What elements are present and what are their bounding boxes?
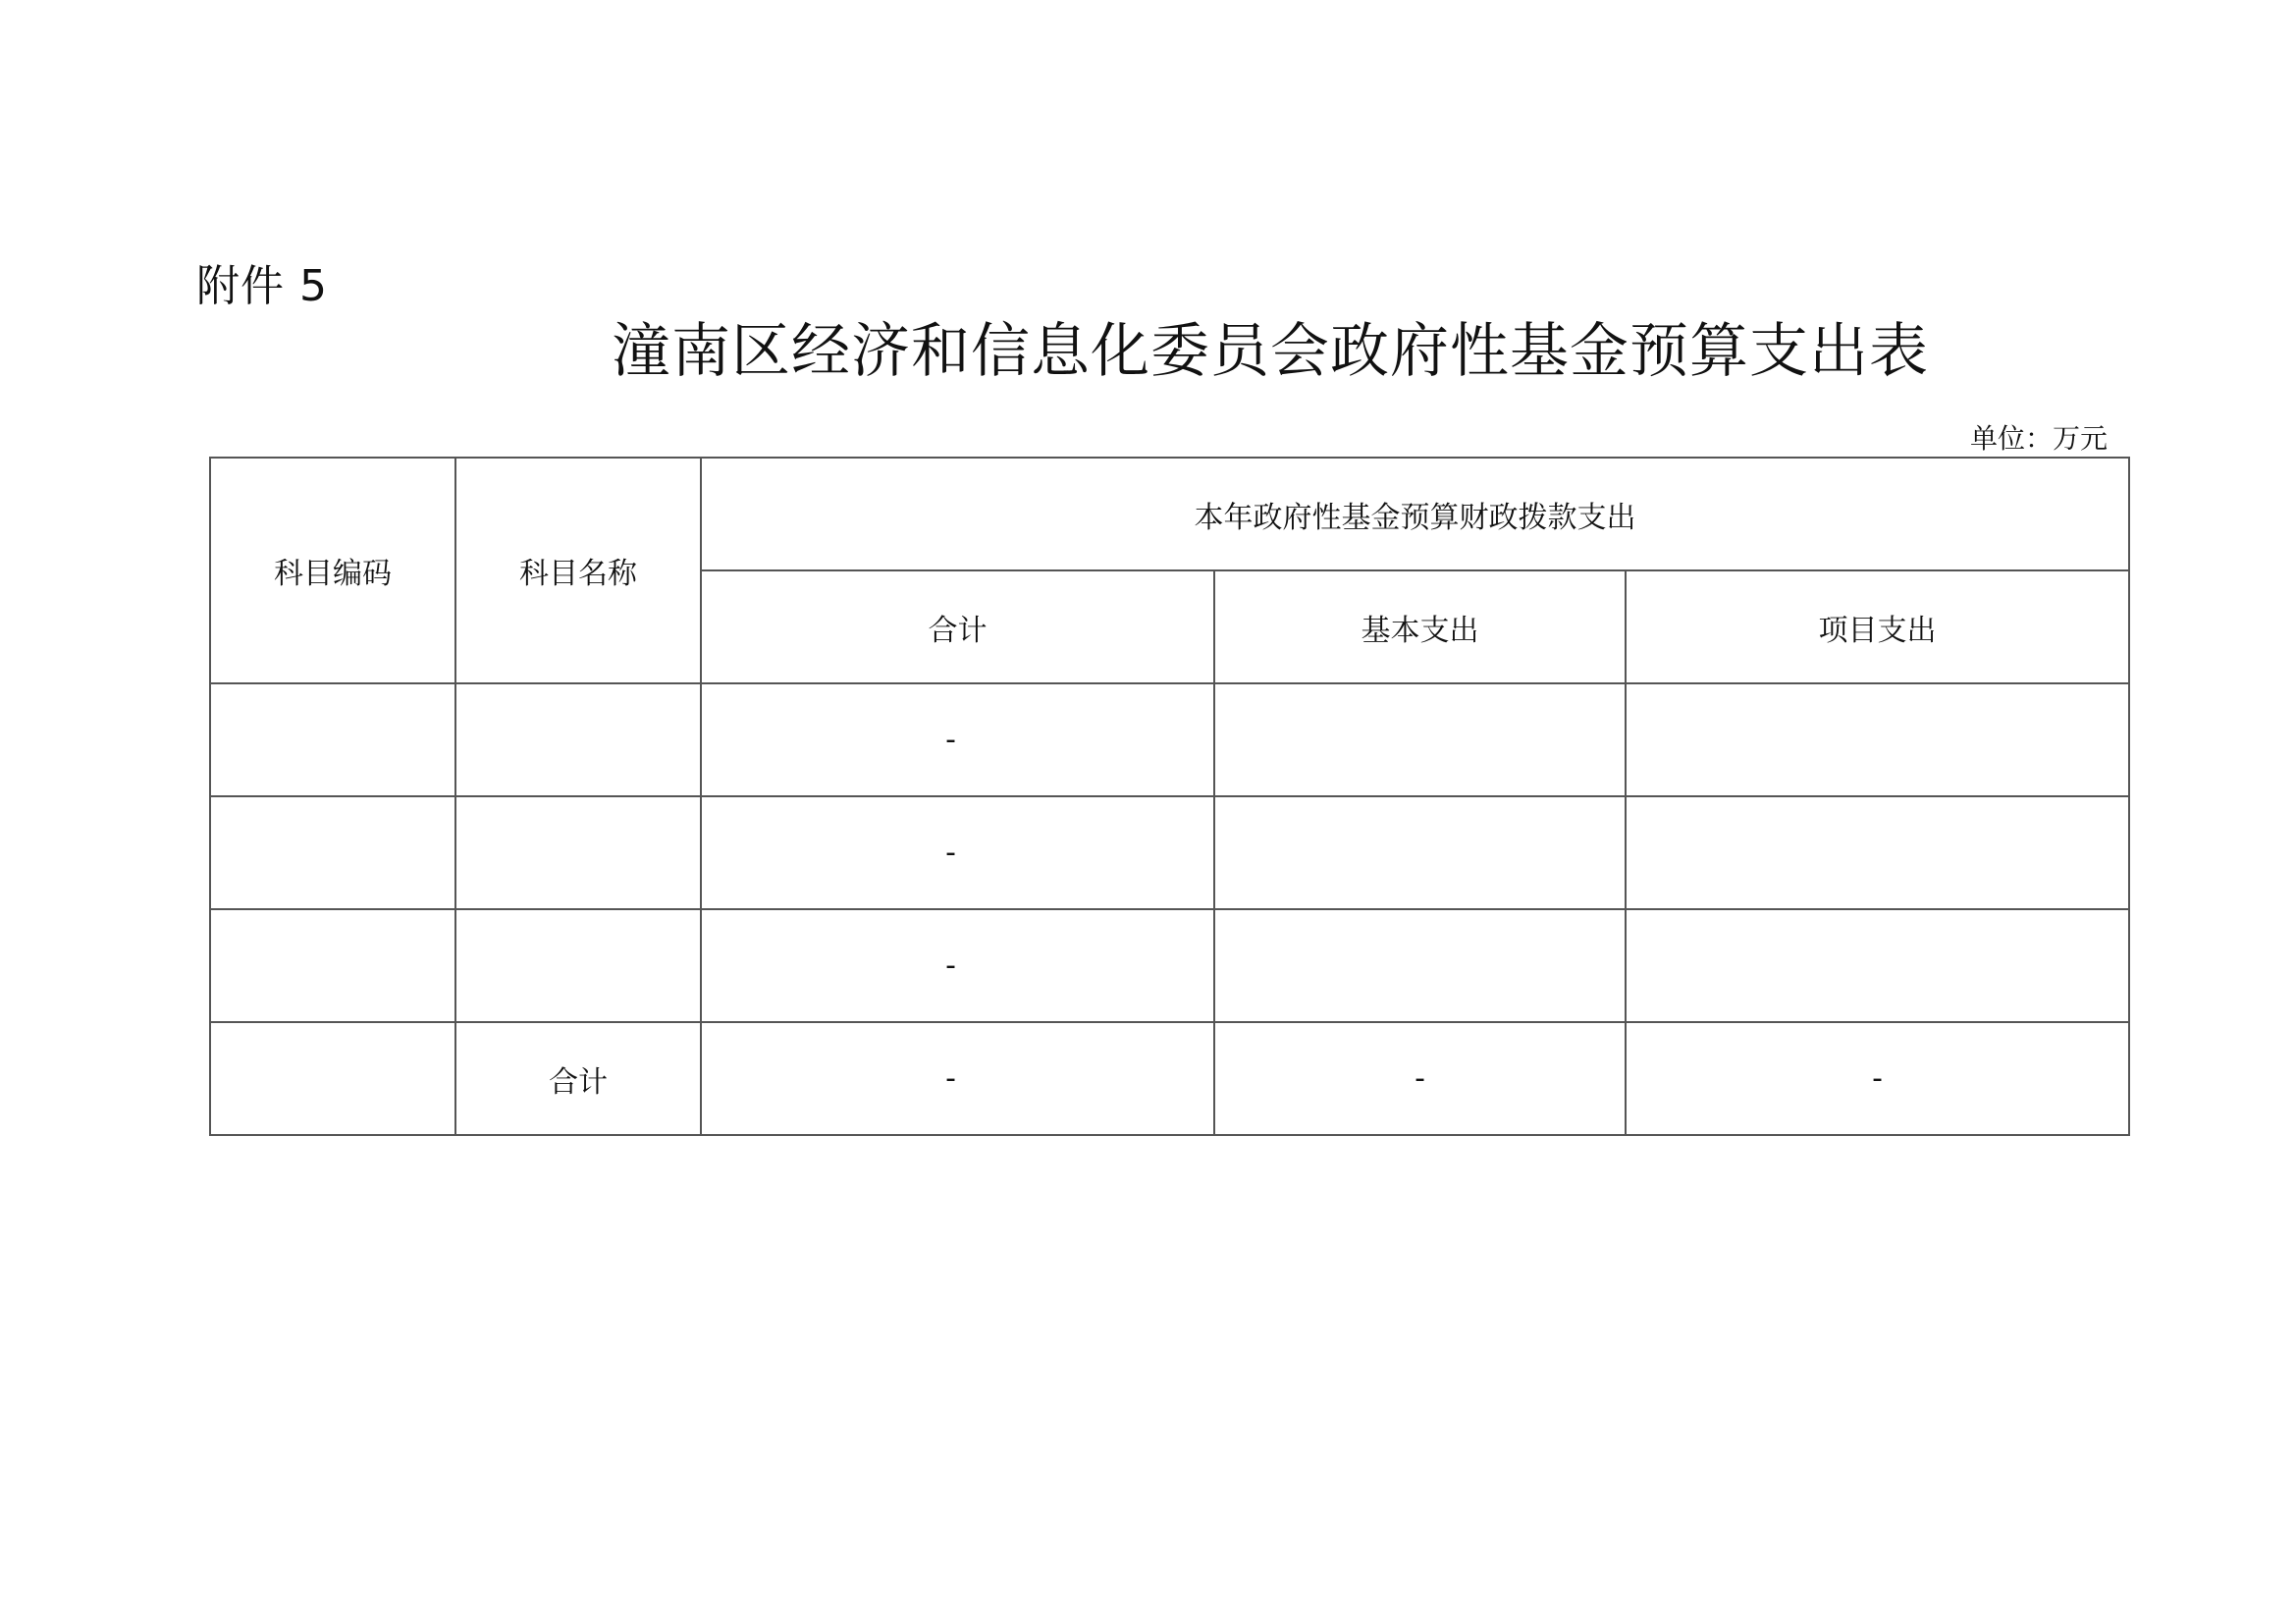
cell-name (455, 796, 701, 909)
cell-total-value: - (945, 948, 956, 983)
header-basic: 基本支出 (1214, 570, 1626, 683)
cell-basic (1214, 683, 1626, 796)
page-title: 潼南区经济和信息化委员会政府性基金预算支出表 (612, 317, 1929, 386)
cell-code (210, 796, 455, 909)
summary-name: 合计 (455, 1022, 701, 1135)
header-project: 项目支出 (1626, 570, 2129, 683)
table-row (210, 683, 2129, 796)
cell-project (1626, 683, 2129, 796)
unit-label: 单位：万元 (1969, 422, 2108, 455)
table-row (210, 796, 2129, 909)
cell-total (701, 683, 1214, 796)
cell-project (1626, 796, 2129, 909)
summary-code (210, 1022, 455, 1135)
summary-total-value: - (945, 1061, 956, 1096)
cell-total (701, 796, 1214, 909)
cell-total-value: - (945, 836, 956, 870)
budget-table (209, 457, 2130, 1136)
summary-project-value: - (1872, 1061, 1883, 1096)
cell-name (455, 683, 701, 796)
attachment-label: 附件 5 (196, 261, 328, 311)
summary-project (1626, 1022, 2129, 1135)
cell-basic (1214, 909, 1626, 1022)
cell-total (701, 909, 1214, 1022)
header-group: 本年政府性基金预算财政拨款支出 (701, 458, 2129, 570)
header-row-1 (210, 458, 2129, 570)
cell-project (1626, 909, 2129, 1022)
cell-code (210, 909, 455, 1022)
header-code: 科目编码 (210, 458, 455, 683)
cell-code (210, 683, 455, 796)
header-total: 合计 (701, 570, 1214, 683)
cell-name (455, 909, 701, 1022)
summary-basic-value: - (1415, 1061, 1425, 1096)
header-name: 科目名称 (455, 458, 701, 683)
table-row (210, 909, 2129, 1022)
cell-total-value: - (945, 723, 956, 757)
summary-total (701, 1022, 1214, 1135)
cell-basic (1214, 796, 1626, 909)
summary-row (210, 1022, 2129, 1135)
summary-basic (1214, 1022, 1626, 1135)
